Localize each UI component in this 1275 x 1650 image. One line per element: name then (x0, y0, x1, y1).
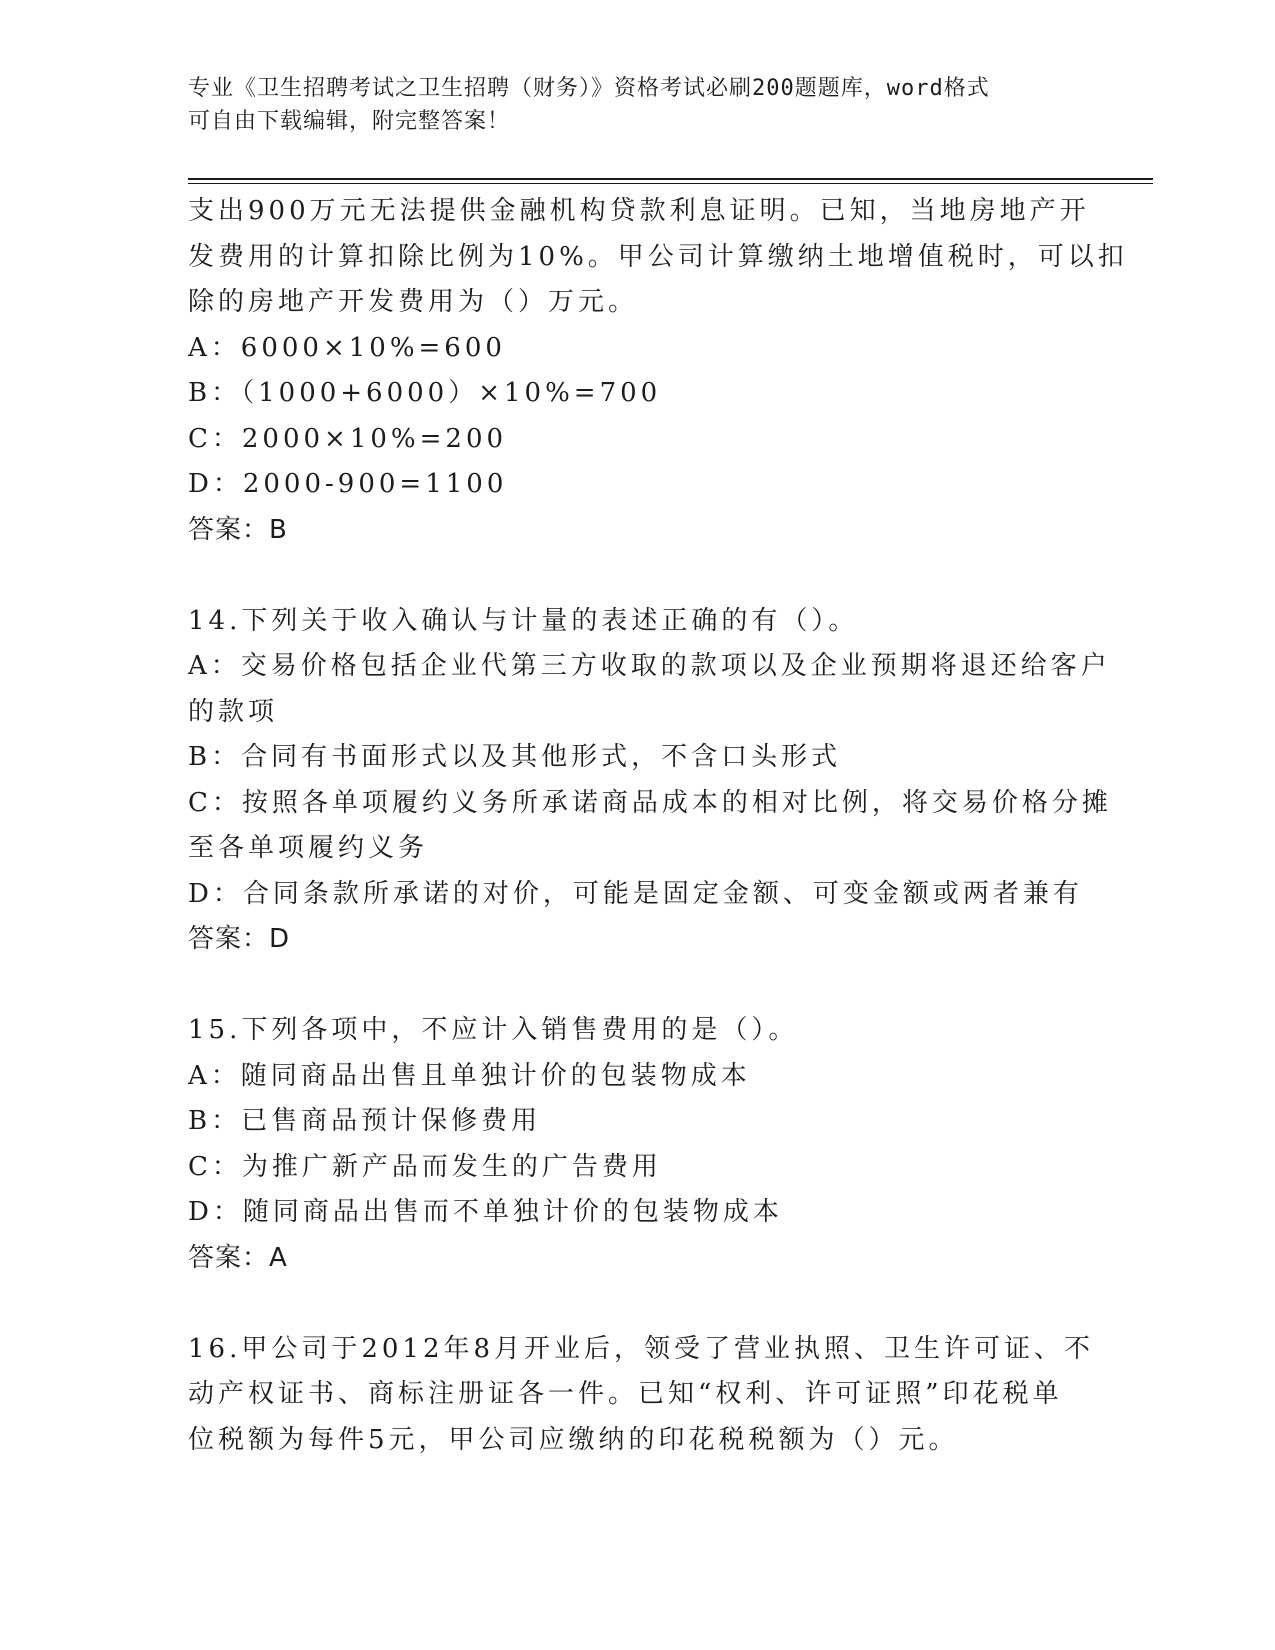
option-b: B：合同有书面形式以及其他形式，不含口头形式 (188, 742, 842, 772)
answer-line: 答案：D (188, 924, 291, 954)
option-a: A：随同商品出售且单独计价的包装物成本 (188, 1060, 751, 1091)
answer-line: 答案：A (188, 1242, 288, 1273)
option-d: D：2000-900=1100 (188, 469, 508, 499)
question-15 (188, 1008, 1088, 1281)
option-b: B：已售商品预计保修费用 (188, 1106, 542, 1136)
option-d: D：随同商品出售而不单独计价的包装物成本 (188, 1197, 783, 1227)
answer-line: 答案：B (188, 514, 288, 545)
option-a-continued: 的款项 (188, 696, 279, 727)
option-a: A：交易价格包括企业代第三方收取的款项以及企业预期将退还给客户 (188, 651, 1111, 681)
question-14 (188, 599, 1112, 963)
question-stem-line: 动产权证书、商标注册证各一件。已知“权利、许可证照”印花税单 (188, 1379, 1063, 1409)
option-c: C：按照各单项履约义务所承诺商品成本的相对比例，将交易价格分摊 (188, 787, 1112, 818)
spacer (188, 553, 1088, 599)
option-c: C：为推广新产品而发生的广告费用 (188, 1151, 662, 1182)
spacer (188, 963, 1088, 1009)
spacer (188, 1281, 1088, 1327)
question-stem-line: 位税额为每件5元，甲公司应缴纳的印花税税额为（）元。 (188, 1424, 959, 1455)
page-header (188, 72, 1068, 138)
question-stem-line: 16.甲公司于2012年8月开业后，领受了营业执照、卫生许可证、不 (188, 1333, 1095, 1364)
header-line-1: 专业《卫生招聘考试之卫生招聘（财务）》资格考试必刷200题题库，word格式 (188, 76, 990, 101)
document-body (188, 189, 1128, 1463)
question-stem-line: 15.下列各项中，不应计入销售费用的是（）。 (188, 1015, 799, 1045)
header-divider-thin (188, 183, 1153, 184)
question-16 (188, 1327, 1095, 1464)
option-b: B：（1000+6000）×10%=700 (188, 378, 662, 408)
question-stem-line: 支出900万元无法提供金融机构贷款利息证明。已知，当地房地产开 (188, 196, 1090, 226)
question-stem-line: 除的房地产开发费用为（）万元。 (188, 287, 639, 317)
option-c: C：2000×10%=200 (188, 423, 508, 454)
header-divider-thick (188, 178, 1153, 180)
question-stem-line: 14.下列关于收入确认与计量的表述正确的有（）。 (188, 605, 859, 636)
header-line-2: 可自由下载编辑，附完整答案！ (188, 109, 511, 134)
question-stem-line: 发费用的计算扣除比例为10%。甲公司计算缴纳土地增值税时，可以扣 (188, 241, 1128, 272)
option-c-continued: 至各单项履约义务 (188, 833, 429, 863)
option-a: A：6000×10%=600 (188, 332, 506, 363)
question-13 (188, 189, 1128, 553)
option-d: D：合同条款所承诺的对价，可能是固定金额、可变金额或两者兼有 (188, 878, 1083, 909)
